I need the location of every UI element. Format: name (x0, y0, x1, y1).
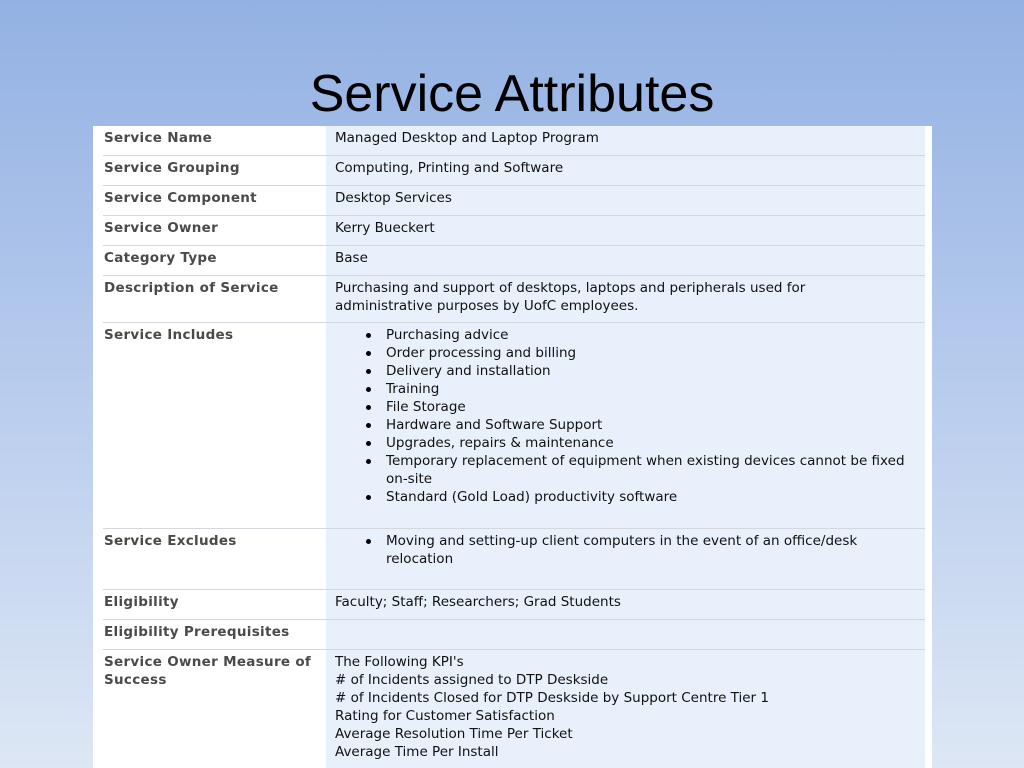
row-label: Service Excludes (103, 529, 326, 590)
row-label: Service Component (103, 186, 326, 216)
table-row-service-grouping (103, 156, 925, 186)
table-row-service-owner (103, 216, 925, 246)
row-value: Kerry Bueckert (326, 216, 925, 246)
description-line: administrative purposes by UofC employees. (335, 298, 639, 314)
list-item: Training (386, 380, 917, 398)
list-item: Standard (Gold Load) productivity software (386, 488, 917, 506)
row-value (326, 620, 925, 650)
slide-title: Service Attributes (309, 65, 715, 123)
table-row-description (103, 276, 925, 323)
table-row-measure-of-success (103, 650, 925, 768)
table-row-eligibility-prerequisites (103, 620, 925, 650)
row-label: Service Name (103, 126, 326, 156)
kpi-line: The Following KPI's (335, 654, 464, 670)
row-label: Service Owner (103, 216, 326, 246)
row-value: Faculty; Staff; Researchers; Grad Students (326, 590, 925, 620)
list-item: Temporary replacement of equipment when existing devices cannot be fixed on-site (386, 452, 917, 488)
service-attributes-table (103, 126, 925, 768)
table-row-category-type (103, 246, 925, 276)
table-row-service-name (103, 126, 925, 156)
kpi-line: # of Incidents assigned to DTP Deskside (335, 672, 609, 688)
excludes-list (335, 532, 917, 568)
row-value: Managed Desktop and Laptop Program (326, 126, 925, 156)
kpi-line: # of Incidents Closed for DTP Deskside by Support Centre Tier 1 (335, 690, 769, 706)
kpi-line: Average Time Per Install (335, 744, 499, 760)
service-attributes-table-frame (93, 126, 932, 768)
row-value: Computing, Printing and Software (326, 156, 925, 186)
kpi-line: Average Resolution Time Per Ticket (335, 726, 573, 742)
row-label: Eligibility Prerequisites (103, 620, 326, 650)
list-item: Delivery and installation (386, 362, 917, 380)
row-value: Base (326, 246, 925, 276)
list-item: Upgrades, repairs & maintenance (386, 434, 917, 452)
description-line: Purchasing and support of desktops, laptops and peripherals used for (335, 280, 806, 296)
table-row-service-component (103, 186, 925, 216)
row-label: Eligibility (103, 590, 326, 620)
row-label: Description of Service (103, 276, 326, 323)
row-value (326, 529, 925, 590)
row-value: Desktop Services (326, 186, 925, 216)
row-value (326, 323, 925, 529)
table-row-eligibility (103, 590, 925, 620)
kpi-line: Rating for Customer Satisfaction (335, 708, 555, 724)
row-label: Service Includes (103, 323, 326, 529)
list-item: File Storage (386, 398, 917, 416)
row-label: Category Type (103, 246, 326, 276)
includes-list (335, 326, 917, 506)
list-item: Moving and setting-up client computers in the event of an office/desk relocation (386, 532, 917, 568)
row-value (326, 276, 925, 323)
row-label: Service Grouping (103, 156, 326, 186)
list-item: Purchasing advice (386, 326, 917, 344)
table-row-service-includes (103, 323, 925, 529)
table-row-service-excludes (103, 529, 925, 590)
list-item: Hardware and Software Support (386, 416, 917, 434)
row-label: Service Owner Measure of Success (103, 650, 326, 768)
list-item: Order processing and billing (386, 344, 917, 362)
row-value (326, 650, 925, 768)
